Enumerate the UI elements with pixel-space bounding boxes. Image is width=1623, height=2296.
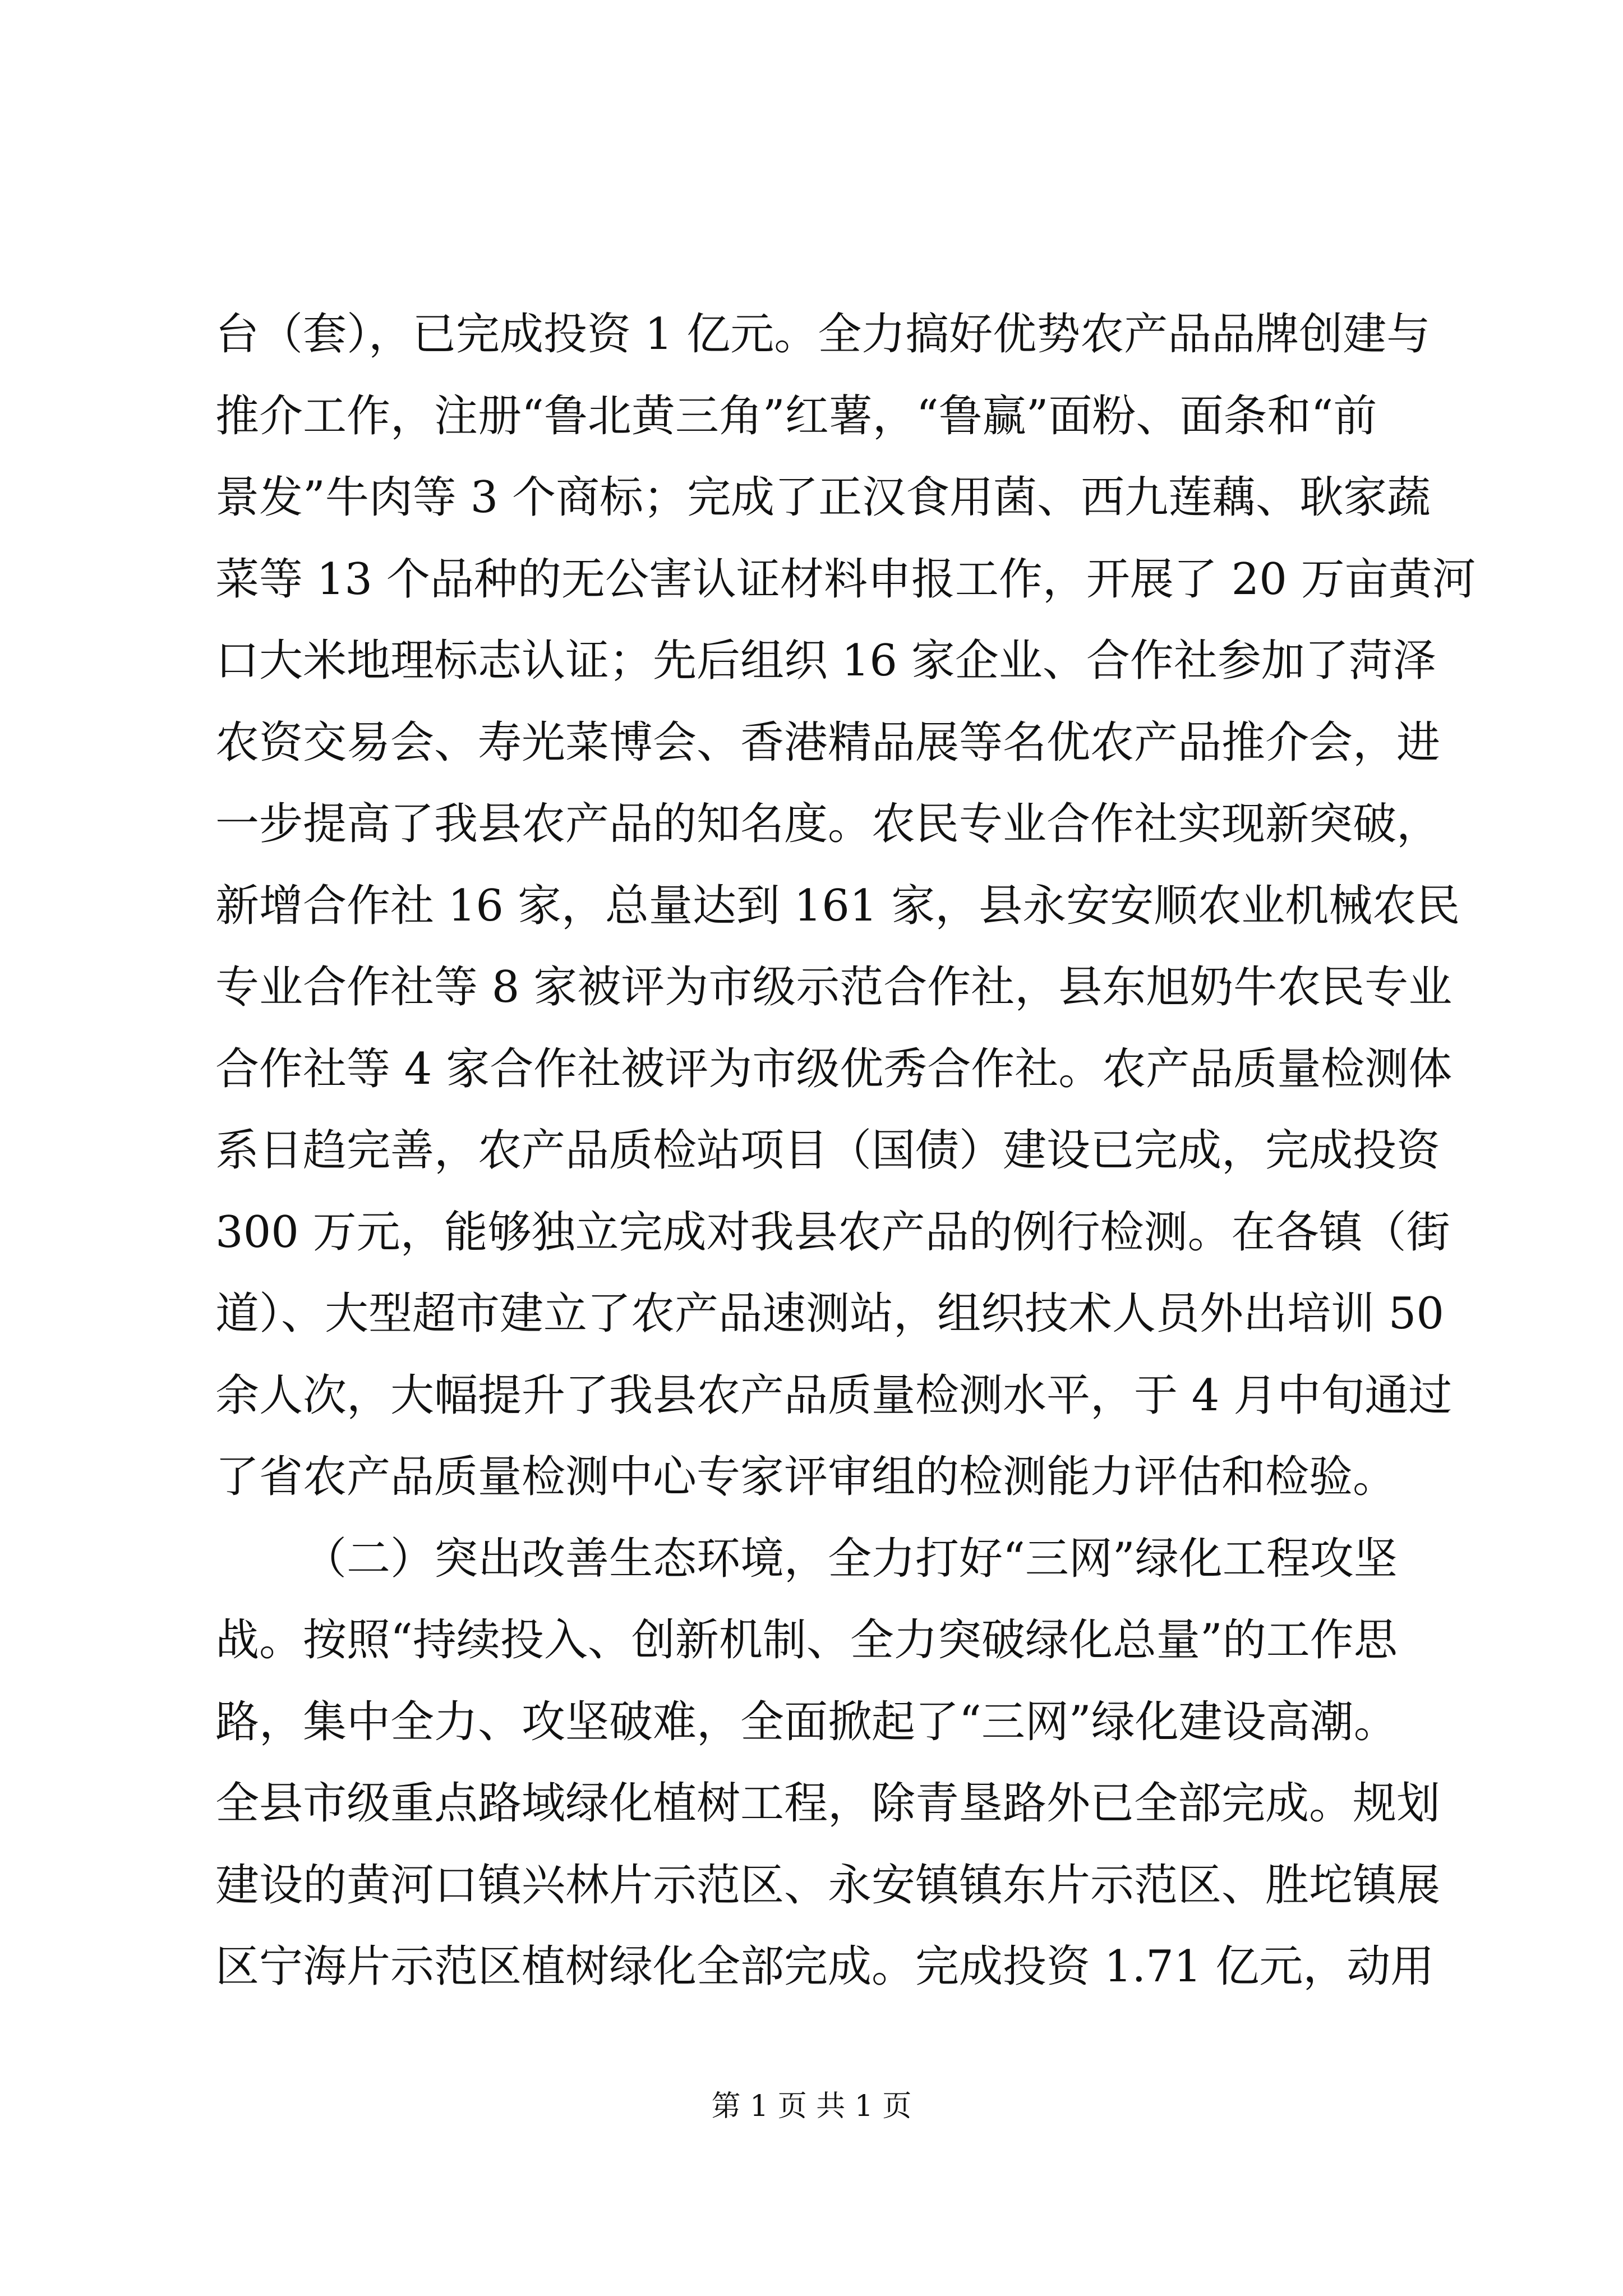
text-line: 路，集中全力、攻坚破难，全面掀起了“三网”绿化建设高潮。 xyxy=(215,1696,1398,1747)
text-line: 专业合作社等 8 家被评为市级示范合作社，县东旭奶牛农民专业 xyxy=(215,962,1453,1013)
text-line: 台（套），已完成投资 1 亿元。全力搞好优势农产品品牌创建与 xyxy=(215,309,1431,360)
text-line: 合作社等 4 家合作社被评为市级优秀合作社。农产品质量检测体 xyxy=(215,1043,1453,1094)
text-line: 新增合作社 16 家，总量达到 161 家，县永安安顺农业机械农民 xyxy=(215,880,1460,931)
text-line: 全县市级重点路域绿化植树工程，除青垦路外已全部完成。规划 xyxy=(215,1778,1441,1829)
page-footer: 第 1 页 共 1 页 xyxy=(711,2090,912,2123)
text-line: 口大米地理标志认证；先后组织 16 家企业、合作社参加了菏泽 xyxy=(215,636,1436,686)
body-text xyxy=(215,294,1476,2008)
text-line: 系日趋完善，农产品质检站项目（国债）建设已完成，完成投资 xyxy=(215,1125,1441,1176)
text-line: 了省农产品质量检测中心专家评审组的检测能力评估和检验。 xyxy=(215,1452,1397,1502)
text-line: 农资交易会、寿光菜博会、香港精品展等名优农产品推介会，进 xyxy=(215,717,1441,768)
text-line: 区宁海片示范区植树绿化全部完成。完成投资 1.71 亿元，动用 xyxy=(215,1941,1435,1992)
text-line: 推介工作，注册“鲁北黄三角”红薯，“鲁赢”面粉、面条和“前 xyxy=(215,390,1377,441)
text-line: 景发”牛肉等 3 个商标；完成了正汉食用菌、西九莲藕、耿家蔬 xyxy=(215,472,1431,523)
text-line: 一步提高了我县农产品的知名度。农民专业合作社实现新突破， xyxy=(215,799,1441,849)
text-line: 建设的黄河口镇兴林片示范区、永安镇镇东片示范区、胜坨镇展 xyxy=(215,1860,1441,1911)
text-line: 余人次，大幅提升了我县农产品质量检测水平，于 4 月中旬通过 xyxy=(215,1370,1453,1421)
text-line: 战。按照“持续投入、创新机制、全力突破绿化总量”的工作思 xyxy=(215,1615,1398,1665)
text-line: 300 万元，能够独立完成对我县农产品的例行检测。在各镇（街 xyxy=(215,1207,1450,1258)
section-heading-line: （二）突出改善生态环境，全力打好“三网”绿化工程攻坚 xyxy=(303,1533,1398,1584)
text-line: 菜等 13 个品种的无公害认证材料申报工作，开展了 20 万亩黄河 xyxy=(215,554,1476,605)
text-line: 道）、大型超市建立了农产品速测站，组织技术人员外出培训 50 xyxy=(215,1289,1445,1339)
